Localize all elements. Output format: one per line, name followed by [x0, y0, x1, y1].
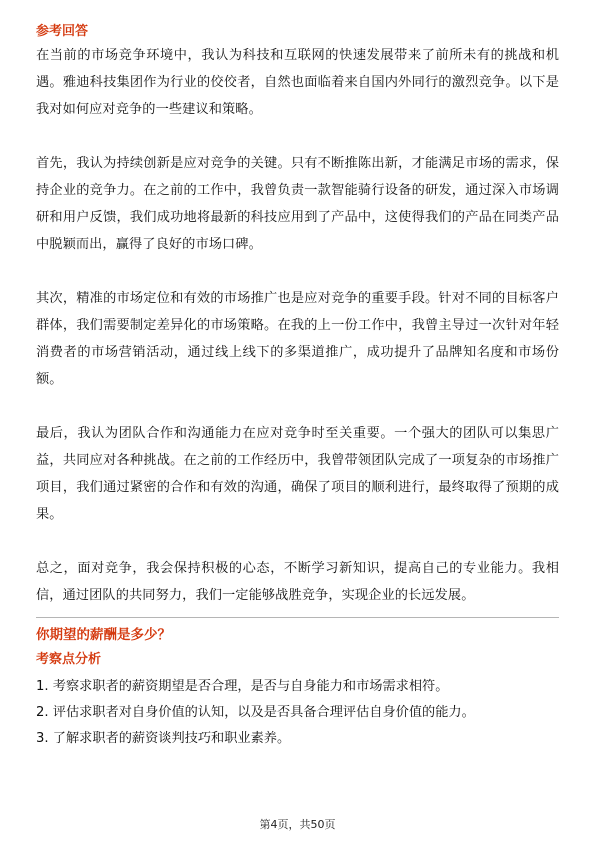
- answer-paragraph-1: 在当前的市场竞争环境中，我认为科技和互联网的快速发展带来了前所未有的挑战和机遇。雅迪科技集团作为行业的佼佼者，自然也面临着来自国内外同行的激烈竞争。以下是我对如何应对竞争的一些建议和策略。: [36, 48, 559, 117]
- paragraph-spacer: [36, 393, 559, 420]
- answer-paragraph-2: 首先，我认为持续创新是应对竞争的关键。只有不断推陈出新，才能满足市场的需求，保持企业的竞争力。在之前的工作中，我曾负责一款智能骑行设备的研发，通过深入市场调研和用户反馈，我们成功地将最新的科技应用到了产品中，这使得我们的产品在同类产品中脱颖而出，赢得了良好的市场口碑。: [36, 156, 559, 252]
- analysis-point-3: 3. 了解求职者的薪资谈判技巧和职业素养。: [36, 731, 291, 746]
- paragraph-spacer: [36, 528, 559, 555]
- analysis-point-1: 1. 考察求职者的薪资期望是否合理，是否与自身能力和市场需求相符。: [36, 679, 449, 694]
- reference-answer-heading: 参考回答: [36, 24, 89, 39]
- answer-paragraph-3: 其次，精准的市场定位和有效的市场推广也是应对竞争的重要手段。针对不同的目标客户群体，我们需要制定差异化的市场策略。在我的上一份工作中，我曾主导过一次针对年轻消费者的市场营销活动，通过线上线下的多渠道推广，成功提升了品牌知名度和市场份额。: [36, 291, 559, 387]
- paragraph-spacer: [36, 123, 559, 150]
- analysis-point-2: 2. 评估求职者对自身价值的认知，以及是否具备合理评估自身价值的能力。: [36, 705, 475, 720]
- question-title: 你期望的薪酬是多少？: [36, 627, 171, 643]
- section-divider: [36, 617, 559, 618]
- content-area: [36, 22, 559, 752]
- page-number: 第4页，共50页: [259, 818, 336, 831]
- paragraph-spacer: [36, 258, 559, 285]
- answer-paragraph-4: 最后，我认为团队合作和沟通能力在应对竞争时至关重要。一个强大的团队可以集思广益，共同应对各种挑战。在之前的工作经历中，我曾带领团队完成了一项复杂的市场推广项目，我们通过紧密的合作和有效的沟通，确保了项目的顺利进行，最终取得了预期的成果。: [36, 426, 559, 522]
- answer-paragraph-5: 总之，面对竞争，我会保持积极的心态，不断学习新知识，提高自己的专业能力。我相信，通过团队的共同努力，我们一定能够战胜竞争，实现企业的长远发展。: [36, 561, 559, 603]
- analysis-heading: 考察点分析: [36, 652, 102, 667]
